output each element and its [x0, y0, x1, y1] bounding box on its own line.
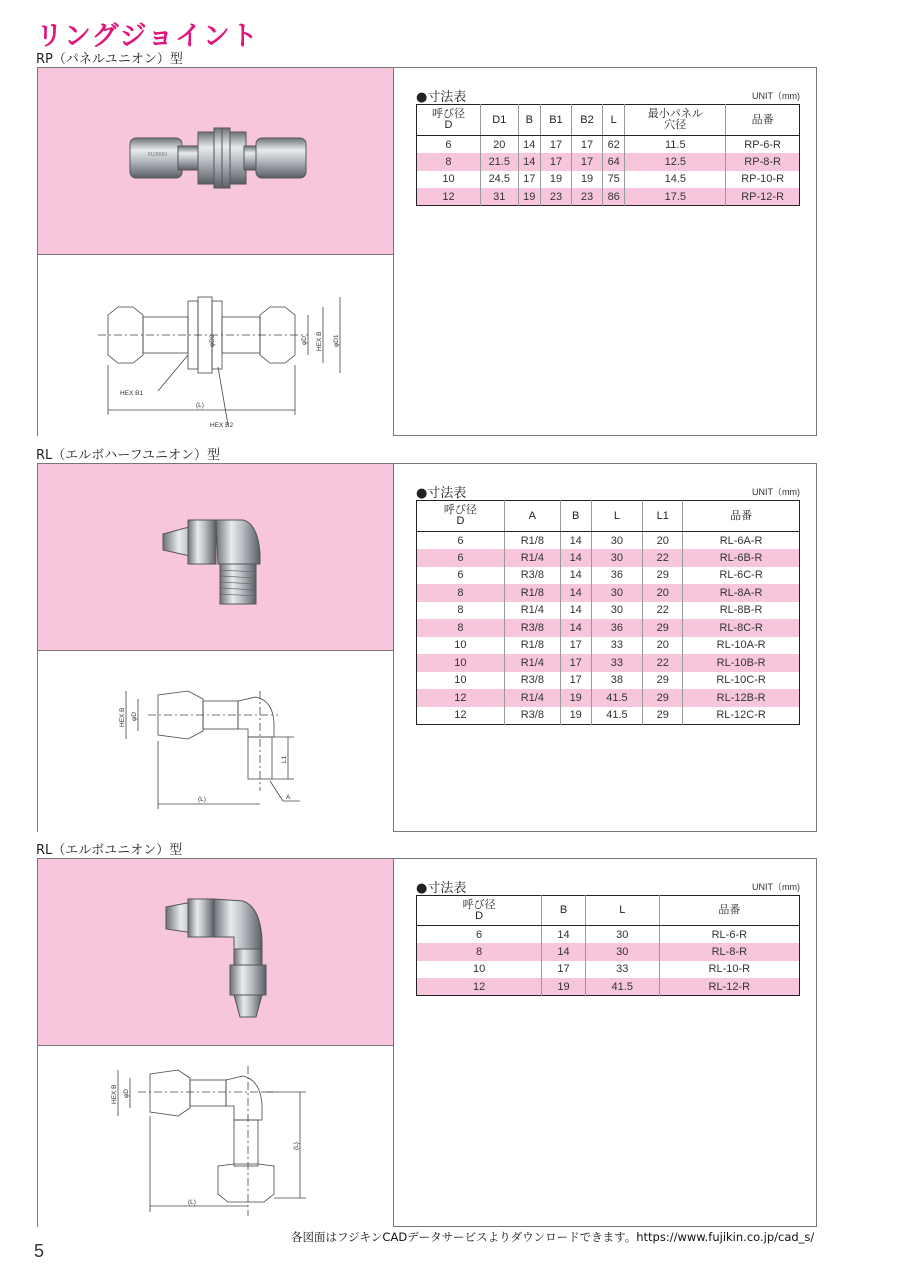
table-cell: RL-8-R: [659, 943, 799, 961]
table-cell: RP-8-R: [726, 153, 800, 171]
table-row: [417, 567, 800, 585]
column-header: 品番: [683, 501, 800, 532]
table-cell: RL-10C-R: [683, 672, 800, 690]
label-d: φD: [301, 336, 308, 345]
table-cell: 20: [643, 637, 683, 655]
rp-fitting-illustration: [38, 68, 394, 255]
table-row: [417, 549, 800, 567]
table-cell: 19: [571, 171, 602, 189]
product-photo-rl-half: [38, 464, 394, 651]
section-title-rl-half: RL（エルボハーフユニオン）型: [36, 448, 220, 463]
table-cell: 14: [560, 602, 591, 620]
table-cell: 33: [585, 961, 659, 979]
table-cell: 23: [540, 188, 571, 206]
label-hex-b: HEX B: [316, 331, 323, 351]
table-cell: 14: [560, 567, 591, 585]
table-cell: 21.5: [480, 153, 518, 171]
label-d2: φD2: [209, 334, 216, 347]
table-row: [417, 654, 800, 672]
table-cell: 22: [643, 654, 683, 672]
table-cell: 6: [417, 549, 505, 567]
column-header: L: [603, 105, 625, 136]
table-cell: 29: [643, 672, 683, 690]
table-cell: 19: [542, 978, 586, 996]
column-header: B1: [540, 105, 571, 136]
table-cell: 8: [457, 604, 464, 617]
rp-dimension-drawing: [38, 255, 394, 436]
table-cell: R1/4: [504, 549, 560, 567]
table-cell: 11.5: [625, 136, 726, 154]
table-cell: RL-10-R: [659, 961, 799, 979]
table-cell: 17: [560, 672, 591, 690]
table-cell: 30: [591, 549, 643, 567]
table-cell: RL-10B-R: [683, 654, 800, 672]
table-row: [417, 619, 800, 637]
table-cell: 8: [417, 943, 542, 961]
table-cell: 14: [518, 136, 540, 154]
rl-half-fitting-illustration: [38, 464, 394, 651]
column-header: L: [591, 501, 643, 532]
table-row: [417, 171, 800, 189]
product-photo-rp: [38, 68, 394, 255]
table-cell: 31: [480, 188, 518, 206]
table-cell: 19: [518, 188, 540, 206]
table-cell: RL-8B-R: [683, 602, 800, 620]
table-cell: 75: [603, 171, 625, 189]
table-cell: 23: [571, 188, 602, 206]
table-cell: RP-12-R: [726, 188, 800, 206]
table-cell: 19: [560, 689, 591, 707]
page-number: 5: [34, 1241, 45, 1261]
table-header-row: [417, 105, 800, 136]
table-cell: R1/8: [504, 584, 560, 602]
column-header: B: [518, 105, 540, 136]
table-row: [417, 978, 800, 996]
table-row: [417, 584, 800, 602]
table-cell: RL-8A-R: [683, 584, 800, 602]
table-cell: 6: [457, 569, 464, 582]
unit-label: UNIT（mm): [752, 882, 800, 892]
drawing-rl: [38, 1046, 394, 1227]
table-row: [417, 637, 800, 655]
table-cell: 29: [643, 567, 683, 585]
column-header: L1: [643, 501, 683, 532]
table-cell: 6: [445, 138, 452, 151]
column-header: B2: [571, 105, 602, 136]
section-title-rp: RP（パネルユニオン）型: [36, 52, 183, 67]
table-cell: 17: [571, 136, 602, 154]
table-cell: 14: [560, 619, 591, 637]
table-cell: R1/4: [504, 654, 560, 672]
column-header: 品番: [726, 105, 800, 136]
table-header-row: [417, 896, 800, 926]
table-cell: 17: [518, 171, 540, 189]
table-cell: 12: [454, 709, 467, 721]
table-row: [417, 689, 800, 707]
table-cell: 86: [603, 188, 625, 206]
table-cell: 10: [454, 674, 467, 687]
product-photo-rl: [38, 859, 394, 1046]
table-cell: 17.5: [625, 188, 726, 206]
table-cell: 38: [591, 672, 643, 690]
column-header: A: [504, 501, 560, 532]
table-cell: RL-12C-R: [683, 707, 800, 725]
table-rl: [416, 895, 800, 996]
column-header: 呼び径 D: [417, 896, 542, 926]
table-caption: ●寸法表: [416, 486, 467, 501]
table-cell: 20: [480, 136, 518, 154]
label-d: φD: [131, 712, 138, 721]
column-header: 呼び径 D: [417, 501, 505, 532]
table-cell: RL-8C-R: [683, 619, 800, 637]
unit-label: UNIT（mm): [752, 487, 800, 497]
table-cell: 12.5: [625, 153, 726, 171]
table-cell: 24.5: [480, 171, 518, 189]
table-cell: RL-6A-R: [683, 532, 800, 550]
photo-marking: FUJIKIN: [148, 152, 167, 158]
column-header: B: [542, 896, 586, 926]
table-cell: RL-12B-R: [683, 689, 800, 707]
table-cell: 8: [417, 619, 505, 637]
label-length-vertical: (L): [293, 1142, 300, 1150]
label-length: (L): [198, 796, 206, 803]
table-row: [417, 943, 800, 961]
table-row: [417, 926, 800, 944]
column-header: 最小パネル 穴径: [625, 105, 726, 136]
table-cell: 14: [542, 943, 586, 961]
table-cell: 6: [476, 928, 483, 941]
table-cell: 20: [643, 532, 683, 550]
table-cell: 8: [417, 584, 505, 602]
section-rl-half: [37, 463, 817, 832]
table-cell: 17: [571, 153, 602, 171]
table-header-row: [417, 501, 800, 532]
table-cell: 17: [542, 961, 586, 979]
drawing-rl-half: [38, 651, 394, 832]
rl-fitting-illustration: [38, 859, 394, 1046]
table-cell: R3/8: [504, 619, 560, 637]
table-cell: 33: [591, 637, 643, 655]
section-title-rl: RL（エルボユニオン）型: [36, 843, 183, 858]
table-cell: RL-6B-R: [683, 549, 800, 567]
table-cell: 12: [417, 689, 505, 707]
label-a: A: [286, 794, 291, 801]
label-hex-b2: HEX B2: [210, 422, 234, 429]
table-caption: ●寸法表: [416, 881, 467, 896]
label-hex-b: HEX B: [119, 707, 126, 727]
table-cell: RL-10A-R: [683, 637, 800, 655]
table-cell: 62: [603, 136, 625, 154]
table-cell: 36: [591, 619, 643, 637]
table-cell: R1/8: [504, 532, 560, 550]
column-header: 品番: [659, 896, 799, 926]
dimension-table-rl: [416, 877, 800, 996]
table-cell: 64: [603, 153, 625, 171]
table-cell: 19: [560, 707, 591, 725]
table-cell: 41.5: [591, 689, 643, 707]
table-cell: 20: [643, 584, 683, 602]
footer-note: 各図面はフジキンCADデータサービスよりダウンロードできます。https://www.fujikin.co.jp/cad_s/: [291, 1230, 815, 1244]
table-cell: 6: [457, 534, 464, 547]
table-row: [417, 672, 800, 690]
table-cell: R3/8: [504, 707, 560, 725]
table-row: [417, 602, 800, 620]
table-cell: R1/4: [504, 689, 560, 707]
table-cell: 10: [454, 639, 467, 652]
table-cell: 14: [560, 532, 591, 550]
table-cell: 29: [643, 619, 683, 637]
label-length: (L): [196, 402, 204, 409]
table-cell: RP-6-R: [726, 136, 800, 154]
column-header: 呼び径 D: [417, 105, 481, 136]
page-title: リングジョイント: [36, 21, 259, 52]
section-rp: [37, 67, 817, 436]
table-cell: RL-6-R: [659, 926, 799, 944]
table-cell: 19: [540, 171, 571, 189]
table-cell: 10: [442, 173, 455, 186]
table-cell: 12: [417, 188, 481, 206]
column-header: D1: [480, 105, 518, 136]
table-cell: 14: [560, 549, 591, 567]
table-cell: R1/8: [504, 637, 560, 655]
table-cell: 29: [643, 707, 683, 725]
table-cell: 10: [417, 654, 505, 672]
table-cell: 30: [585, 926, 659, 944]
table-cell: 22: [643, 602, 683, 620]
table-cell: 41.5: [585, 978, 659, 996]
table-cell: 8: [417, 153, 481, 171]
label-d1: φD1: [333, 334, 340, 347]
table-row: [417, 153, 800, 171]
label-hex-b: HEX B: [111, 1084, 118, 1104]
table-cell: 30: [591, 532, 643, 550]
label-hex-b1: HEX B1: [120, 390, 144, 397]
table-cell: 17: [560, 654, 591, 672]
drawing-rp: [38, 255, 394, 436]
table-cell: 30: [591, 602, 643, 620]
table-cell: 17: [540, 153, 571, 171]
rl-half-dimension-drawing: [38, 651, 394, 832]
table-cell: RL-12-R: [659, 978, 799, 996]
table-cell: 36: [591, 567, 643, 585]
table-cell: 14: [518, 153, 540, 171]
table-cell: 17: [560, 637, 591, 655]
column-header: B: [560, 501, 591, 532]
table-row: [417, 961, 800, 979]
table-cell: 14: [542, 926, 586, 944]
table-cell: 29: [643, 689, 683, 707]
table-row: [417, 188, 800, 206]
table-cell: 30: [585, 943, 659, 961]
table-cell: 33: [591, 654, 643, 672]
table-cell: 22: [643, 549, 683, 567]
table-cell: 12: [417, 978, 542, 996]
table-row: [417, 532, 800, 550]
table-cell: R3/8: [504, 672, 560, 690]
table-caption: ●寸法表: [416, 90, 467, 105]
table-rp: [416, 104, 800, 206]
table-cell: 17: [540, 136, 571, 154]
table-cell: 14.5: [625, 171, 726, 189]
table-cell: R3/8: [504, 567, 560, 585]
table-rl-half: [416, 500, 800, 725]
table-cell: RP-10-R: [726, 171, 800, 189]
table-row: [417, 136, 800, 154]
section-rl: [37, 858, 817, 1227]
table-cell: 30: [591, 584, 643, 602]
table-cell: RL-6C-R: [683, 567, 800, 585]
label-l1: L1: [281, 755, 288, 763]
table-cell: 14: [560, 584, 591, 602]
label-d: φD: [123, 1089, 130, 1098]
table-cell: R1/4: [504, 602, 560, 620]
column-header: L: [585, 896, 659, 926]
table-row: [417, 707, 800, 725]
rl-dimension-drawing: [38, 1046, 394, 1227]
table-cell: 41.5: [591, 707, 643, 725]
unit-label: UNIT（mm): [752, 91, 800, 101]
dimension-table-rp: [416, 86, 800, 206]
table-cell: 10: [472, 963, 486, 976]
label-length-horizontal: (L): [188, 1199, 196, 1206]
dimension-table-rl-half: [416, 482, 800, 725]
